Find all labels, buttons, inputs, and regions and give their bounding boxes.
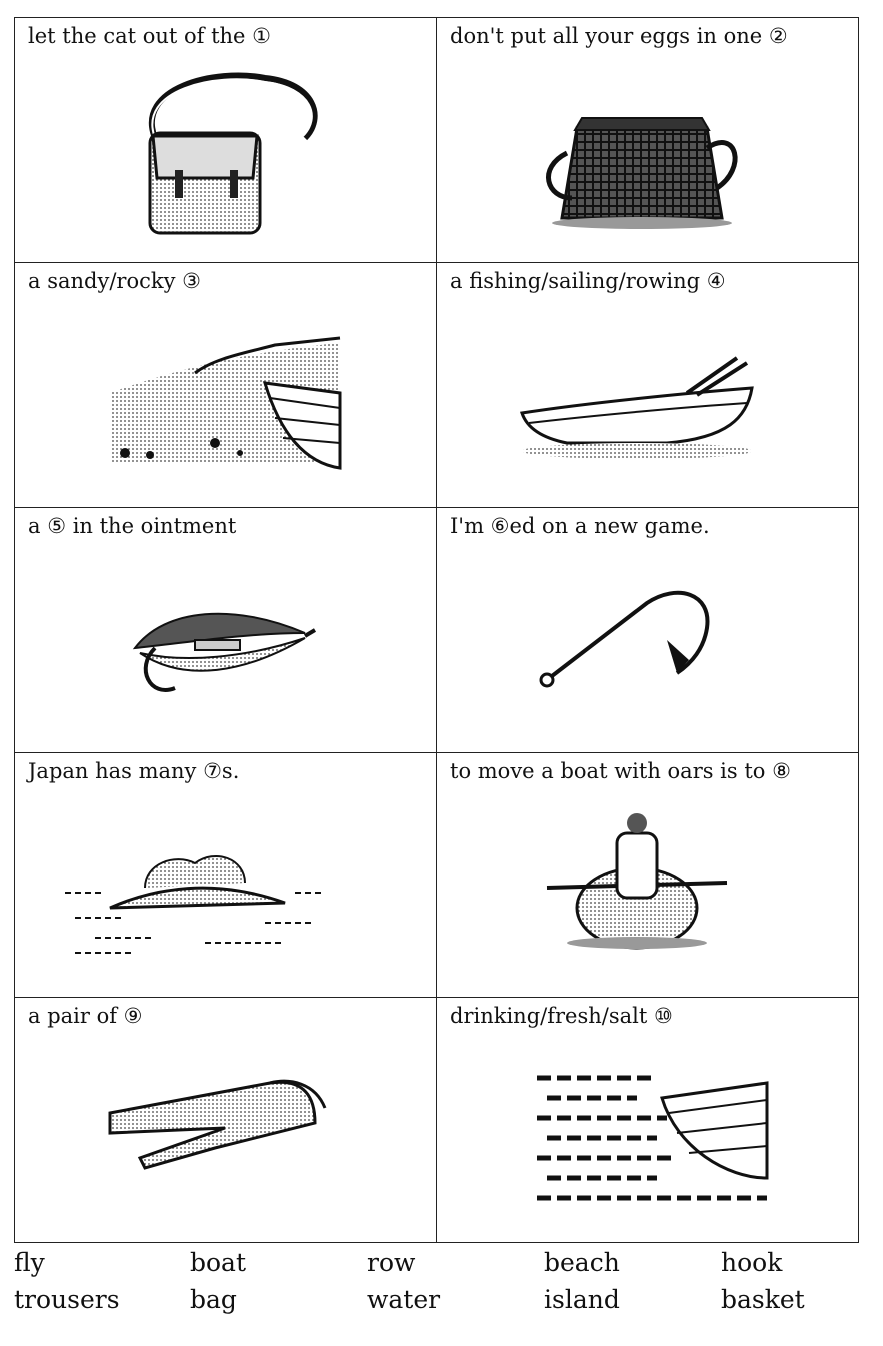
cell-8 <box>437 753 859 998</box>
cell-4 <box>437 263 859 508</box>
wicker-basket-icon <box>437 58 859 258</box>
word-bank-word: island <box>544 1285 620 1314</box>
word-bank-word: fly <box>14 1248 45 1277</box>
cell-3 <box>15 263 437 508</box>
rowing-boat-icon <box>437 303 859 503</box>
cell-prompt: a ⑤ in the ointment <box>28 514 237 538</box>
cell-prompt: a sandy/rocky ③ <box>28 269 201 293</box>
beach-with-boat-icon <box>15 303 437 503</box>
person-rowing-icon <box>437 793 859 993</box>
word-bank-row <box>14 1285 874 1322</box>
word-bank <box>14 1248 874 1322</box>
cell-6 <box>437 508 859 753</box>
word-bank-word: bag <box>190 1285 237 1314</box>
cell-9 <box>15 998 437 1243</box>
cell-prompt: Japan has many ⑦s. <box>28 759 240 783</box>
word-bank-word: beach <box>544 1248 620 1277</box>
water-with-boat-icon <box>437 1038 859 1238</box>
cell-5 <box>15 508 437 753</box>
word-bank-word: row <box>367 1248 416 1277</box>
island-icon <box>15 793 437 993</box>
cell-1 <box>15 18 437 263</box>
cell-prompt: a pair of ⑨ <box>28 1004 143 1028</box>
cell-2 <box>437 18 859 263</box>
trousers-icon <box>15 1038 437 1238</box>
shoulder-bag-icon <box>15 58 437 258</box>
exercise-grid <box>14 17 859 1243</box>
word-bank-word: trousers <box>14 1285 120 1314</box>
word-bank-word: hook <box>721 1248 783 1277</box>
word-bank-word: basket <box>721 1285 805 1314</box>
cell-prompt: to move a boat with oars is to ⑧ <box>450 759 791 783</box>
fishing-fly-icon <box>15 548 437 748</box>
word-bank-word: boat <box>190 1248 247 1277</box>
cell-10 <box>437 998 859 1243</box>
cell-prompt: let the cat out of the ① <box>28 24 271 48</box>
cell-prompt: don't put all your eggs in one ② <box>450 24 788 48</box>
cell-prompt: drinking/fresh/salt ⑩ <box>450 1004 673 1028</box>
word-bank-row <box>14 1248 874 1285</box>
cell-7 <box>15 753 437 998</box>
cell-prompt: I'm ⑥ed on a new game. <box>450 514 710 538</box>
fish-hook-icon <box>437 548 859 748</box>
word-bank-word: water <box>367 1285 441 1314</box>
cell-prompt: a fishing/sailing/rowing ④ <box>450 269 726 293</box>
